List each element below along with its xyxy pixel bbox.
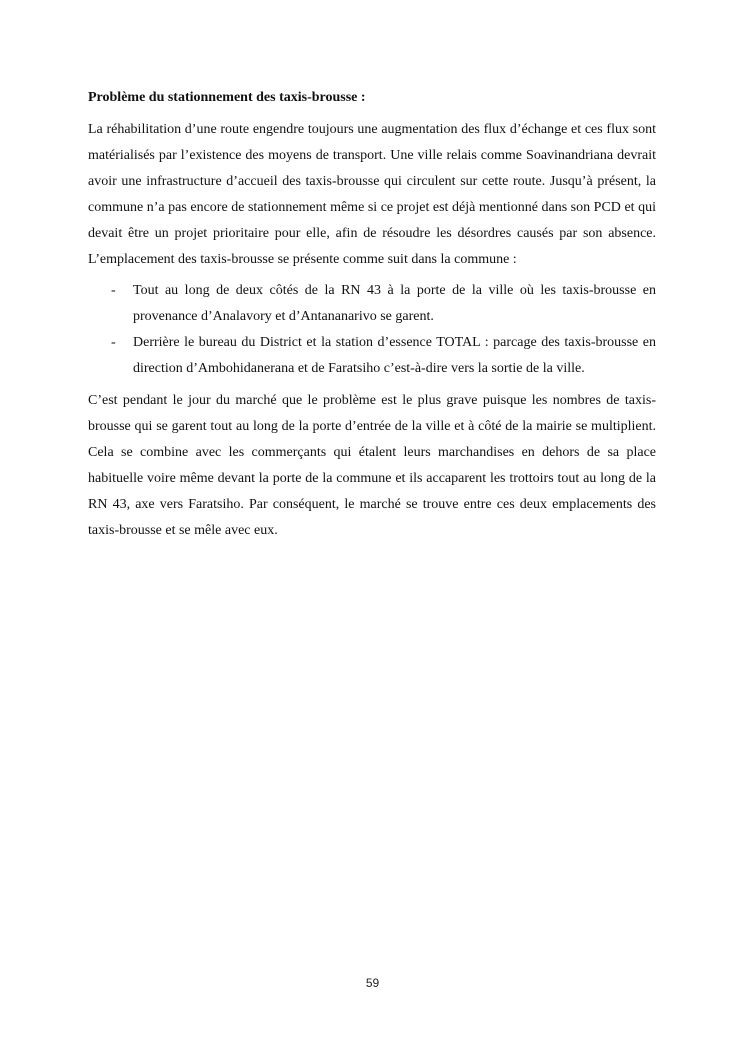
bullet-dash: - [111, 283, 116, 298]
list-item [88, 330, 656, 382]
document-body [88, 88, 656, 544]
page-number: 59 [365, 976, 380, 990]
bullet-dash: - [111, 335, 116, 350]
paragraph-intro: La réhabilitation d’une route engendre toujours une augmentation des flux d’échange et ces flux sont matérialisés par l’existence des moyens de transport. Une ville relais comme Soavinandriana devrait avoir une infrastructure d’accueil des taxis-brousse qui circulent sur cette route. Jusqu’à présent, la commune n’a pas encore de stationnement même si ce projet est déjà mentionné dans son PCD et qui devait être un projet prioritaire pour elle, afin de résoudre les désordres causés par son absence. L’emplacement des taxis-brousse se présente comme suit dans la commune : [88, 122, 656, 267]
list-item [88, 278, 656, 330]
bullet-list [88, 278, 656, 382]
bullet-text: Tout au long de deux côtés de la RN 43 à la porte de la ville où les taxis-brousse en provenance d’Analavory et d’Antananarivo se garent. [133, 283, 656, 324]
paragraph-market: C’est pendant le jour du marché que le problème est le plus grave puisque les nombres de taxis-brousse qui se garent tout au long de la porte d’entrée de la ville et à côté de la mairie se multiplient. Cela se combine avec les commerçants qui étalent leurs marchandises en dehors de sa place habituelle voire même devant la porte de la commune et ils accaparent les trottoirs tout au long de la RN 43, axe vers Faratsiho. Par conséquent, le marché se trouve entre ces deux emplacements des taxis-brousse et se mêle avec eux. [88, 393, 656, 538]
section-heading: Problème du stationnement des taxis-brousse : [88, 90, 366, 105]
bullet-text: Derrière le bureau du District et la station d’essence TOTAL : parcage des taxis-brousse en direction d’Ambohidanerana et de Faratsiho c’est-à-dire vers la sortie de la ville. [133, 335, 656, 376]
